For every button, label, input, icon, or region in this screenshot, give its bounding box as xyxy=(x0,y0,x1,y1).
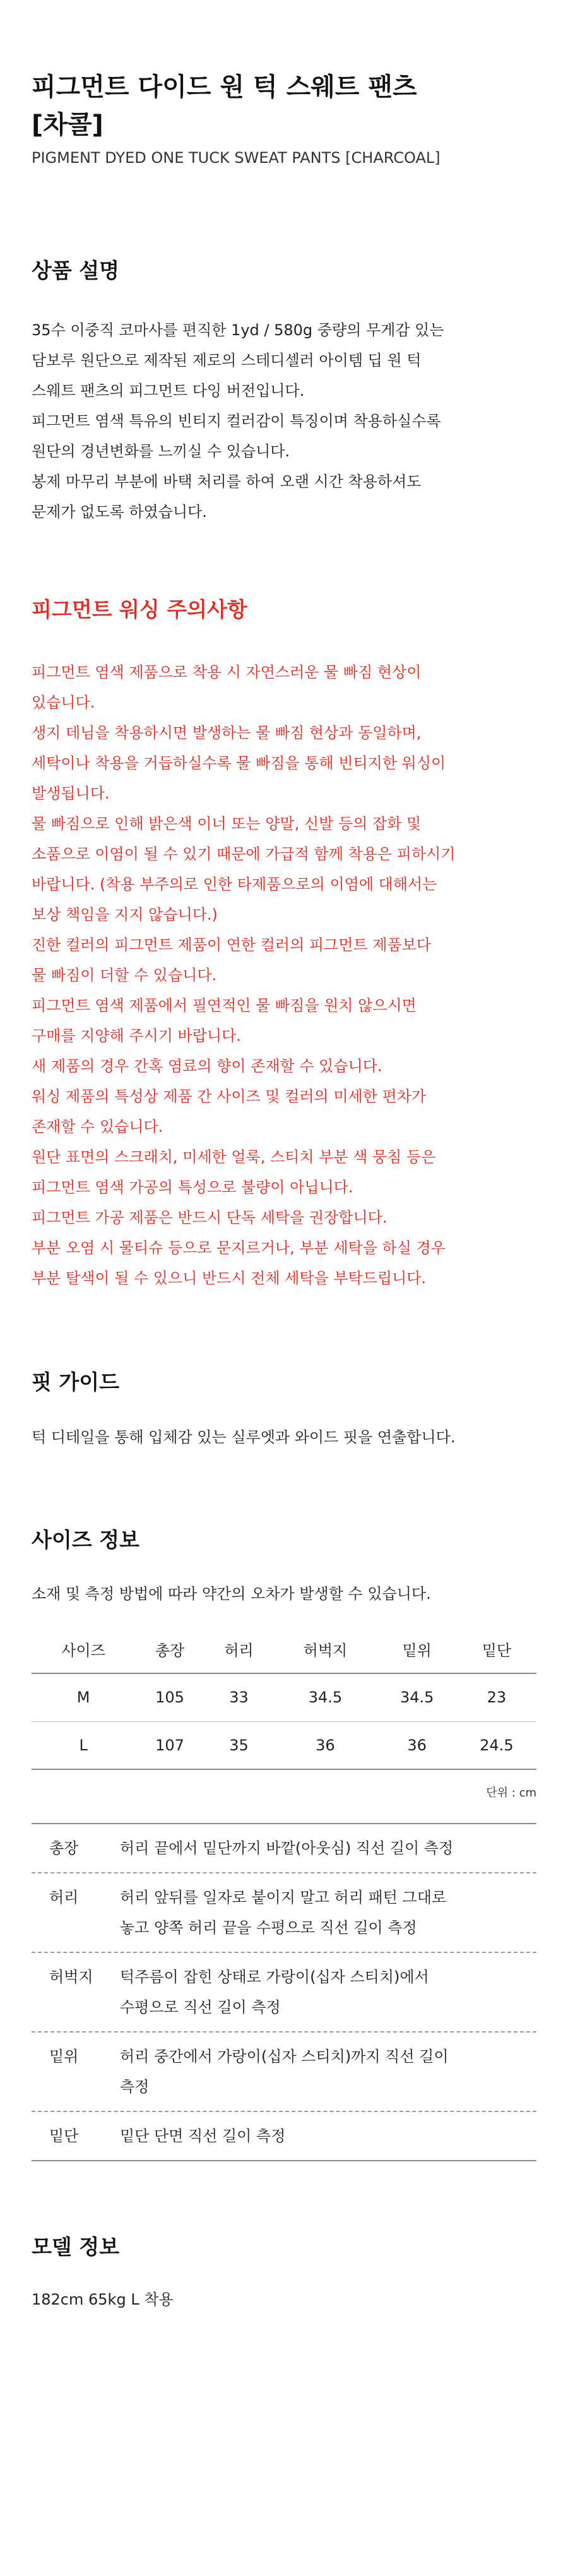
measurement-row xyxy=(32,2112,536,2161)
washing-caution-line: 발생됩니다. xyxy=(32,785,110,802)
size-column-header: 총장 xyxy=(135,1625,204,1673)
fit-guide-section xyxy=(32,1368,536,1452)
description-line: 담보루 원단으로 제작된 제로의 스테디셀러 아이템 딥 원 턱 xyxy=(32,352,422,369)
description-line: 피그먼트 염색 특유의 빈티지 컬러감이 특징이며 착용하실수록 xyxy=(32,412,441,430)
size-cell: 34.5 xyxy=(273,1673,377,1721)
measurement-row xyxy=(32,1953,536,2033)
washing-caution-line: 피그먼트 염색 가공의 특성으로 불량이 아닙니다. xyxy=(32,1178,353,1196)
size-cell: 33 xyxy=(204,1673,274,1721)
washing-caution-line: 바랍니다. (착용 부주의로 인한 타제품으로의 이염에 대해서는 xyxy=(32,875,437,893)
size-column-header: 밑위 xyxy=(377,1625,457,1673)
size-table-row xyxy=(32,1721,536,1769)
unit-note: 단위 : cm xyxy=(486,1786,536,1800)
washing-caution-line: 워싱 제품의 특성상 제품 간 사이즈 및 컬러의 미세한 편차가 xyxy=(32,1088,427,1105)
measurement-key: 밑단 xyxy=(49,2127,79,2145)
model-info-heading: 모델 정보 xyxy=(32,2235,120,2259)
measurement-description xyxy=(120,1833,536,1863)
washing-caution-line: 물 빠짐으로 인해 밝은색 이너 또는 양말, 신발 등의 잡화 및 xyxy=(32,815,422,833)
size-cell: 34.5 xyxy=(377,1673,457,1721)
description-line: 스웨트 팬츠의 피그먼트 다잉 버전입니다. xyxy=(32,382,305,400)
washing-caution-line: 피그먼트 염색 제품으로 착용 시 자연스러운 물 빠짐 현상이 xyxy=(32,663,422,681)
measurement-description-line: 턱주름이 잡힌 상태로 가랑이(십자 스티치)에서 xyxy=(120,1968,429,1986)
washing-caution-line: 피그먼트 염색 제품에서 필연적인 물 빠짐을 원치 않으시면 xyxy=(32,997,417,1014)
washing-caution-line: 생지 데님을 착용하시면 발생하는 물 빠짐 현상과 동일하며, xyxy=(32,724,422,742)
fit-guide-text xyxy=(32,1422,536,1452)
measurement-description-line: 허리 앞뒤를 일자로 붙이지 말고 허리 패턴 그대로 xyxy=(120,1889,447,1906)
measurement-key: 총장 xyxy=(49,1839,79,1857)
description-heading: 상품 설명 xyxy=(32,258,120,283)
size-table xyxy=(32,1625,536,1770)
washing-caution-text xyxy=(32,657,536,1293)
measurement-description xyxy=(120,1882,536,1943)
size-info-section xyxy=(32,1526,536,2161)
size-cell: 36 xyxy=(377,1721,457,1769)
washing-caution-heading: 피그먼트 워싱 주의사항 xyxy=(32,597,247,622)
washing-caution-line: 존재할 수 있습니다. xyxy=(32,1118,163,1136)
measurement-description xyxy=(120,1962,536,2022)
fit-guide-heading: 핏 가이드 xyxy=(32,1370,120,1394)
size-table-row xyxy=(32,1673,536,1721)
size-tolerance-note: 소재 및 측정 방법에 따라 약간의 오차가 발생할 수 있습니다. xyxy=(32,1585,431,1603)
measurement-key: 허벅지 xyxy=(49,1968,93,1986)
size-table-header-row xyxy=(32,1625,536,1673)
model-info-text xyxy=(32,2284,536,2315)
product-title-line-1: 피그먼트 다이드 원 턱 스웨트 팬츠 xyxy=(32,73,417,102)
measurement-description-line: 수평으로 직선 길이 측정 xyxy=(120,1998,281,2016)
washing-caution-line: 원단 표면의 스크래치, 미세한 얼룩, 스티치 부분 색 뭉침 등은 xyxy=(32,1148,436,1166)
description-line: 35수 이중직 코마사를 편직한 1yd / 580g 중량의 무게감 있는 xyxy=(32,321,444,339)
size-info-heading: 사이즈 정보 xyxy=(32,1528,139,1552)
size-cell: 35 xyxy=(204,1721,274,1769)
size-cell: L xyxy=(32,1721,135,1769)
size-column-header: 허벅지 xyxy=(273,1625,377,1673)
measurement-description-line: 측정 xyxy=(120,2078,150,2096)
washing-caution-line: 세탁이나 착용을 거듭하실수록 물 빠짐을 통해 빈티지한 워싱이 xyxy=(32,754,446,772)
product-title xyxy=(32,0,536,144)
measurement-description-line: 밑단 단면 직선 길이 측정 xyxy=(120,2127,286,2145)
fit-guide-line: 턱 디테일을 통해 입체감 있는 실루엣과 와이드 핏을 연출합니다. xyxy=(32,1428,456,1446)
measurement-row xyxy=(32,1823,536,1873)
description-line: 원단의 경년변화를 느끼실 수 있습니다. xyxy=(32,442,290,460)
model-info-section xyxy=(32,2233,536,2315)
product-title-line-2: [차콜] xyxy=(32,110,104,139)
washing-caution-line: 구매를 지양해 주시기 바랍니다. xyxy=(32,1027,241,1045)
washing-caution-section xyxy=(32,595,536,1293)
size-cell: 107 xyxy=(135,1721,204,1769)
measurement-row xyxy=(32,2033,536,2112)
size-cell: 23 xyxy=(457,1673,536,1721)
washing-caution-line: 있습니다. xyxy=(32,694,95,711)
size-cell: 36 xyxy=(273,1721,377,1769)
size-column-header: 허리 xyxy=(204,1625,274,1673)
washing-caution-line: 새 제품의 경우 간혹 염료의 향이 존재할 수 있습니다. xyxy=(32,1057,382,1075)
washing-caution-line: 부분 오염 시 물티슈 등으로 문지르거나, 부분 세탁을 하실 경우 xyxy=(32,1239,446,1257)
product-detail-page xyxy=(32,0,536,2315)
description-section xyxy=(32,256,536,527)
washing-caution-line: 보상 책임을 지지 않습니다.) xyxy=(32,906,218,923)
size-cell: 24.5 xyxy=(457,1721,536,1769)
measurement-key: 밑위 xyxy=(49,2048,79,2065)
product-title-english: PIGMENT DYED ONE TUCK SWEAT PANTS [CHARCOAL] xyxy=(32,149,441,167)
measurement-guide xyxy=(32,1823,536,2161)
size-cell: M xyxy=(32,1673,135,1721)
washing-caution-line: 피그먼트 가공 제품은 반드시 단독 세탁을 권장합니다. xyxy=(32,1209,388,1226)
washing-caution-line: 물 빠짐이 더할 수 있습니다. xyxy=(32,966,217,984)
description-text xyxy=(32,315,536,527)
measurement-key: 허리 xyxy=(49,1889,79,1906)
measurement-description-line: 허리 끝에서 밑단까지 바깥(아웃심) 직선 길이 측정 xyxy=(120,1839,454,1857)
size-note-text xyxy=(32,1579,536,1609)
measurement-description xyxy=(120,2041,536,2102)
measurement-description-line: 놓고 양쪽 허리 끝을 수평으로 직선 길이 측정 xyxy=(120,1919,417,1937)
size-column-header: 밑단 xyxy=(457,1625,536,1673)
product-header xyxy=(32,0,536,169)
measurement-description xyxy=(120,2121,536,2151)
measurement-row xyxy=(32,1873,536,1953)
washing-caution-line: 진한 컬러의 피그먼트 제품이 연한 컬러의 피그먼트 제품보다 xyxy=(32,936,432,954)
description-line: 문제가 없도록 하였습니다. xyxy=(32,503,207,521)
size-column-header: 사이즈 xyxy=(32,1625,135,1673)
washing-caution-line: 소품으로 이염이 될 수 있기 때문에 가급적 함께 착용은 피하시기 xyxy=(32,845,456,863)
model-info-line: 182cm 65kg L 착용 xyxy=(32,2291,174,2308)
size-cell: 105 xyxy=(135,1673,204,1721)
description-line: 봉제 마무리 부분에 바택 처리를 하여 오랜 시간 착용하셔도 xyxy=(32,473,422,490)
measurement-description-line: 허리 중간에서 가랑이(십자 스티치)까지 직선 길이 xyxy=(120,2048,449,2065)
washing-caution-line: 부분 탈색이 될 수 있으니 반드시 전체 세탁을 부탁드립니다. xyxy=(32,1269,427,1287)
